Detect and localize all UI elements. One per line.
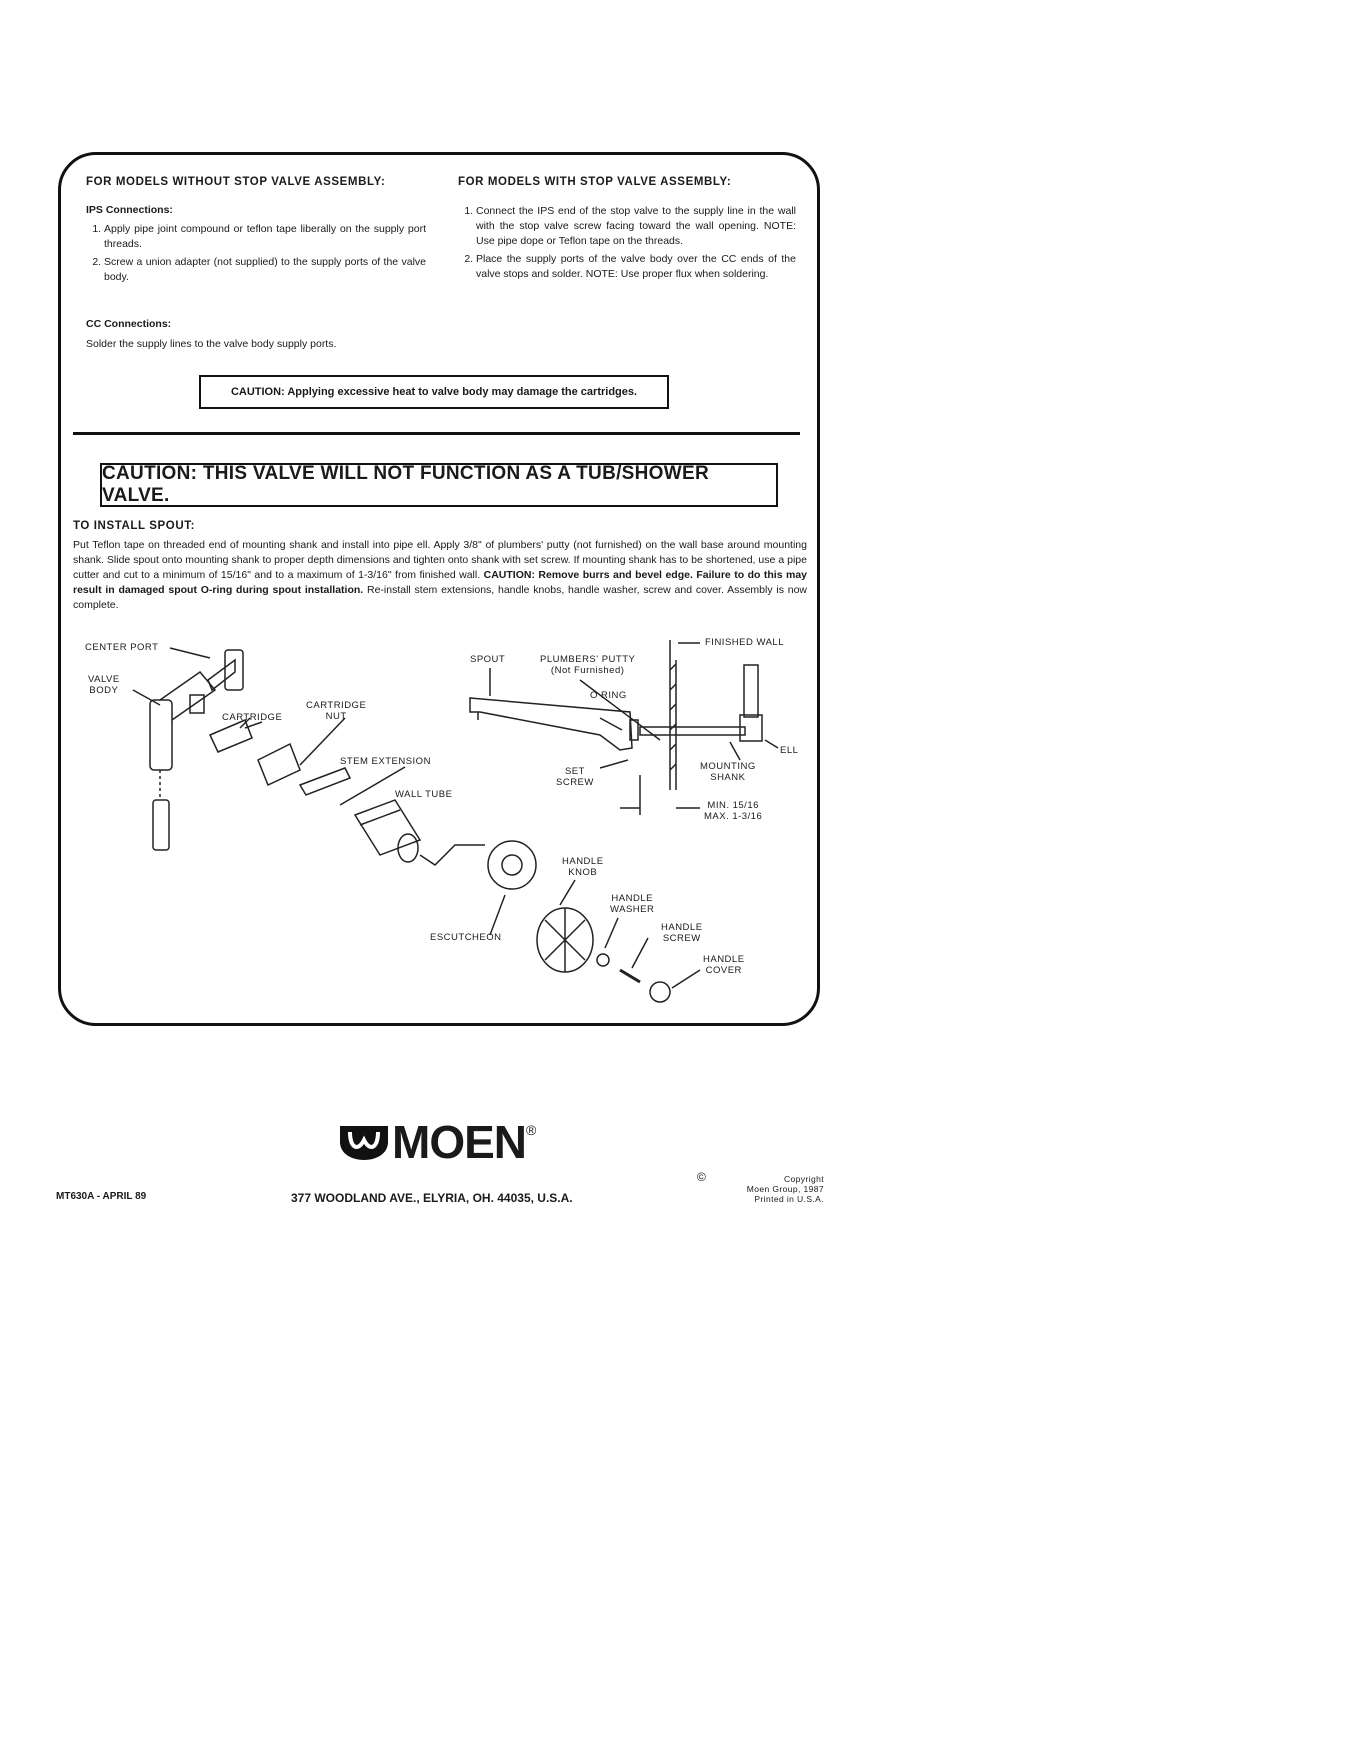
label-valve-body: VALVE BODY: [88, 674, 120, 696]
ips-connections-title: IPS Connections:: [86, 204, 173, 216]
label-o-ring: O RING: [590, 690, 627, 701]
moen-logo-text: MOEN: [392, 1116, 526, 1168]
ips-step-1: 1. Apply pipe joint compound or teflon tape liberally on the supply port threads.: [104, 222, 426, 252]
stop-valve-step-2: 2. Place the supply ports of the valve body over the CC ends of the valve stops and solder. NOTE: Use proper flux when soldering.: [476, 252, 796, 282]
label-escutcheon: ESCUTCHEON: [430, 932, 502, 943]
footer-address: 377 WOODLAND AVE., ELYRIA, OH. 44035, U.S.A.: [291, 1191, 573, 1205]
moen-logo-icon: [336, 1120, 392, 1164]
cartridge-nut-drawing: [258, 744, 300, 785]
copyright-text: Copyright Moen Group, 1987 Printed in U.S.A.: [746, 1174, 824, 1204]
label-stem-extension: STEM EXTENSION: [340, 756, 431, 767]
label-cartridge: CARTRIDGE: [222, 712, 283, 723]
wall-tube-drawing: [355, 800, 420, 855]
caution-tub-shower-text: CAUTION: THIS VALVE WILL NOT FUNCTION AS A TUB/SHOWER VALVE.: [102, 463, 709, 506]
label-cartridge-nut: CARTRIDGE NUT: [306, 700, 367, 722]
left-column-heading: FOR MODELS WITHOUT STOP VALVE ASSEMBLY:: [86, 176, 386, 188]
label-ell: ELL: [780, 745, 799, 756]
registered-mark: ®: [526, 1122, 537, 1138]
label-min-max: MIN. 15/16 MAX. 1-3/16: [704, 800, 763, 822]
moen-logo: [336, 1116, 537, 1168]
label-finished-wall: FINISHED WALL: [705, 637, 784, 648]
label-spout: SPOUT: [470, 654, 506, 665]
label-center-port: CENTER PORT: [85, 642, 159, 653]
label-handle-cover: HANDLE COVER: [703, 954, 745, 976]
right-column-heading: FOR MODELS WITH STOP VALVE ASSEMBLY:: [458, 176, 732, 188]
handle-washer-drawing: [597, 954, 609, 966]
label-set-screw: SET SCREW: [556, 766, 594, 788]
label-handle-screw: HANDLE SCREW: [661, 922, 703, 944]
ips-step-2: 2. Screw a union adapter (not supplied) to the supply ports of the valve body.: [104, 255, 426, 285]
cc-connections-text: Solder the supply lines to the valve body supply ports.: [86, 338, 337, 350]
label-mounting-shank: MOUNTING SHANK: [700, 761, 756, 783]
spout-text-caution: CAUTION: Remove burrs and bevel edge. Failure to do this may result in damaged spout O-ring during spout installation.: [73, 569, 808, 596]
stem-extension-drawing: [300, 768, 350, 795]
caution-heat-text: CAUTION: Applying excessive heat to valve body may damage the cartridges.: [230, 386, 638, 398]
spout-title: TO INSTALL SPOUT:: [73, 520, 196, 532]
escutcheon-drawing: [488, 841, 536, 889]
ell-drawing: [740, 715, 762, 741]
spout-drawing: [470, 698, 638, 750]
mounting-shank-drawing: [640, 727, 745, 735]
stop-valve-step-1: 1. Connect the IPS end of the stop valve to the supply line in the wall with the stop valve screw facing toward the wall opening. NOTE: Use pipe dope or Teflon tape on the threads.: [476, 204, 796, 249]
label-plumbers-putty: PLUMBERS' PUTTY (Not Furnished): [540, 654, 636, 676]
label-handle-washer: HANDLE WASHER: [610, 893, 655, 915]
cartridge-drawing: [210, 720, 252, 752]
label-handle-knob: HANDLE KNOB: [562, 856, 604, 878]
cc-connections-title: CC Connections:: [86, 318, 172, 330]
handle-screw-drawing: [620, 970, 640, 982]
spout-text-part-c: Re-install stem extensions, handle knobs, handle washer, screw and cover. Assembly is now complete.: [73, 584, 808, 611]
footer-doc-code: MT630A - APRIL 89: [56, 1191, 147, 1202]
copyright-symbol: ©: [697, 1170, 706, 1184]
spout-text-part-a: Put Teflon tape on threaded end of mounting shank and install into pipe ell. Apply 3/8" of plumbers' putty (not furnished) on the wall base around mounting shank. Slide spout onto mounting shank to proper depth dimensions and tighten onto shank with set screw. If mounting shank has to be shortened, use a pipe cutter and cut to a minimum of 15/16" and to a maximum of 1-3/16" from finished wall.: [73, 539, 807, 581]
handle-cover-drawing: [650, 982, 670, 1002]
label-wall-tube: WALL TUBE: [395, 789, 453, 800]
valve-body-drawing: [150, 650, 243, 850]
